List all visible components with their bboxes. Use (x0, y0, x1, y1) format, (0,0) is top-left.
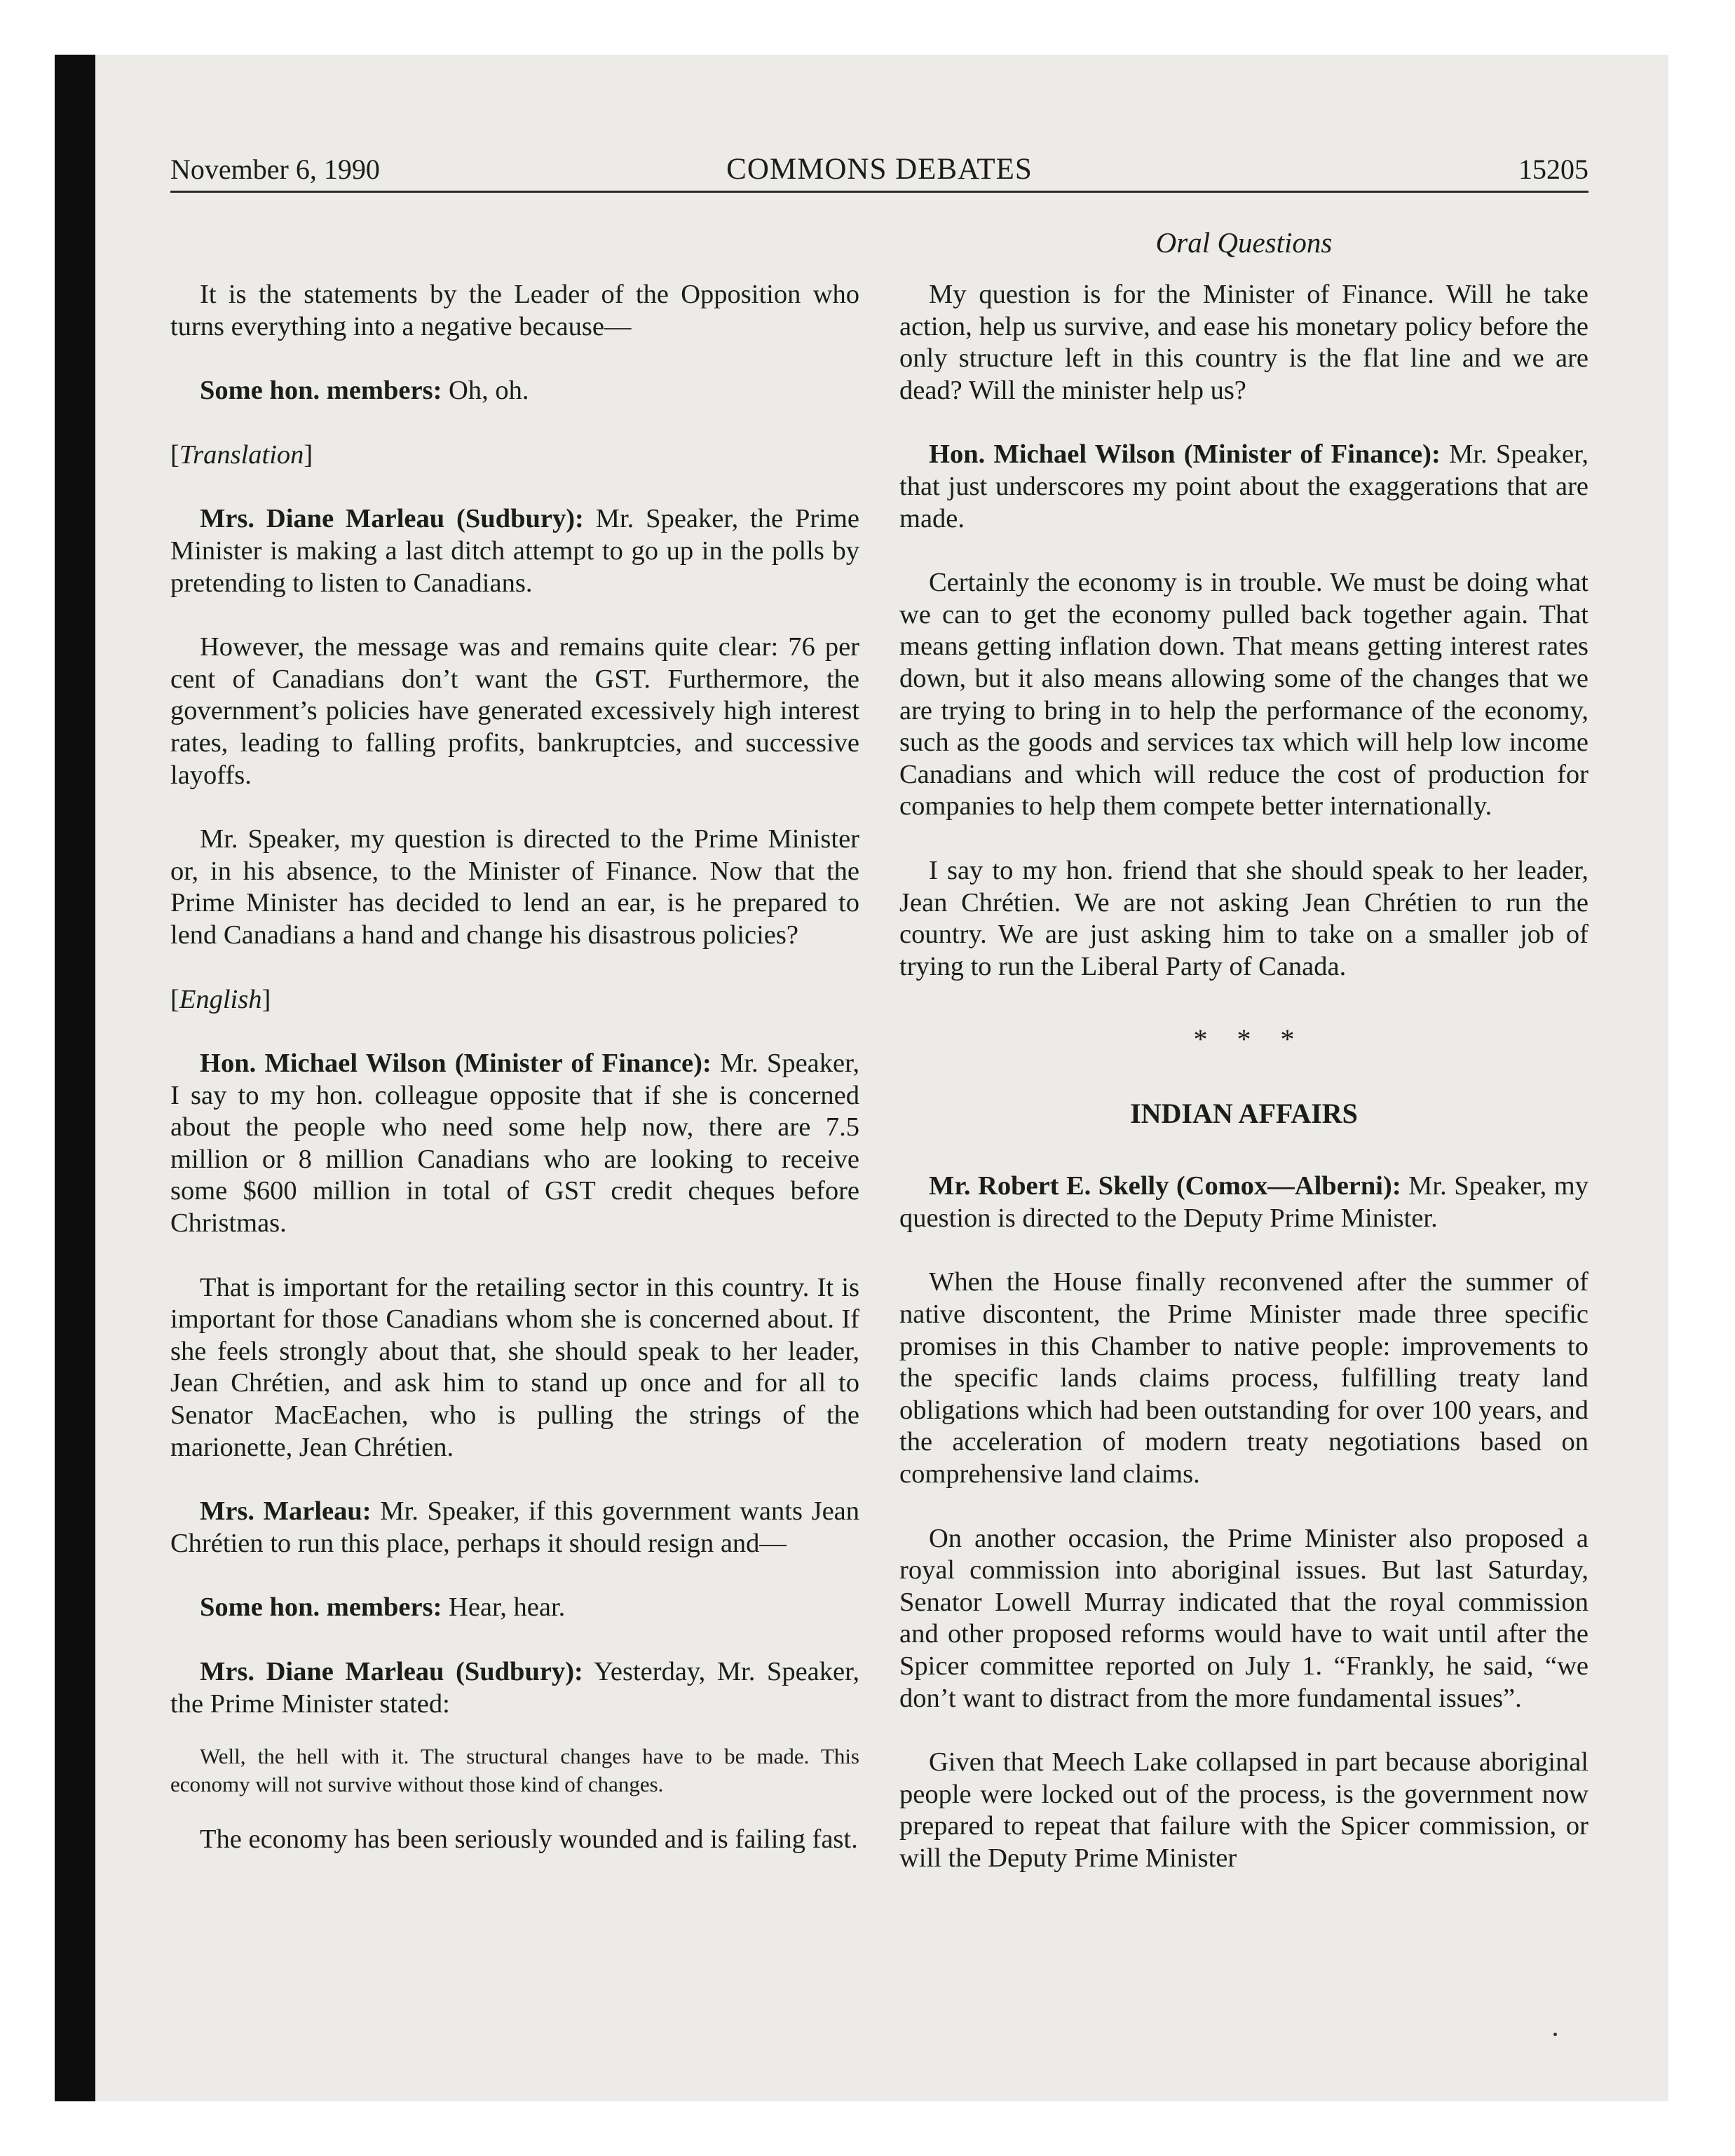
language-note: [English] (170, 984, 271, 1014)
language-note-text: English (179, 984, 262, 1014)
paragraph: When the House finally reconvened after the summer of native discontent, the Prime Minister made three specific promises in this Chamber to native people: improvements to the specific lands claims process, fulfilling treaty land obligations which had been outstanding for over 100 years, and the acceleration of modern treaty negotiations based on comprehensive land claims. (899, 1267, 1588, 1489)
section-heading: INDIAN AFFAIRS (1130, 1098, 1358, 1130)
speaker-name: Hon. Michael Wilson (Minister of Finance): (200, 1049, 712, 1079)
speaker-name: Mrs. Diane Marleau (Sudbury): (200, 504, 584, 534)
speaker-name: Mrs. Marleau: (200, 1496, 372, 1527)
speech-text: Mr. Speaker, I say to my hon. colleague opposite that if she is concerned about the people who need some help now, there are 7.5 million or 8 million Canadians who are looking to receive some $600 million in total of GST credit cheques before Christmas. (170, 1049, 859, 1239)
header-date: November 6, 1990 (170, 153, 380, 185)
running-header (170, 150, 1588, 189)
speaker-name: Some hon. members: (200, 376, 442, 406)
paragraph (899, 439, 1588, 535)
speech-text: Mr. Speaker, that just underscores my point about the exaggerations that are made. (899, 439, 1588, 533)
left-column (170, 279, 859, 1888)
paragraph (170, 1656, 859, 1720)
paragraph (170, 1592, 859, 1624)
speaker-name: Hon. Michael Wilson (Minister of Finance): (929, 439, 1441, 470)
speech-text: Hear, hear. (442, 1592, 566, 1623)
speaker-name: Mrs. Diane Marleau (Sudbury): (200, 1657, 583, 1686)
paragraph (170, 1496, 859, 1560)
paragraph (170, 503, 859, 599)
paragraph: That is important for the retailing sector in this country. It is important for those Canadians whom she is concerned about. If she feels strongly about that, she should speak to her leader, Jean Chrétien, and ask him to stand up once and for all to Senator MacEachen, who is pulling the strings of the marionette, Jean Chrétien. (170, 1272, 859, 1462)
paragraph: However, the message was and remains quite clear: 76 per cent of Canadians don’t want the GST. Furthermore, the government’s policies have generated excessively high interest rates, leading to falling profits, bankruptcies, and successive layoffs. (170, 632, 859, 790)
paragraph (899, 1171, 1588, 1234)
header-rule (170, 191, 1588, 193)
section-separator: * * * (1193, 1023, 1306, 1056)
speaker-name: Mr. Robert E. Skelly (Comox—Alberni): (929, 1171, 1401, 1201)
section-label: Oral Questions (1155, 226, 1333, 259)
header-page-number: 15205 (1518, 153, 1588, 185)
paragraph: It is the statements by the Leader of the Opposition who turns everything into a negative because— (170, 280, 859, 341)
speaker-name: Some hon. members: (200, 1592, 442, 1623)
paragraph: On another occasion, the Prime Minister also proposed a royal commission into aboriginal issues. But last Saturday, Senator Lowell Murray indicated that the royal commission and other proposed reforms would have to wait until after the Spicer committee reported on July 1. “Frankly, he said, “we don’t want to distract from the more fundamental issues”. (899, 1523, 1588, 1713)
speech-text: Mr. Speaker, my question is directed to the Deputy Prime Minister. (899, 1171, 1588, 1233)
header-publication: COMMONS DEBATES (726, 153, 1033, 186)
scan-speck (1553, 2033, 1557, 2036)
language-note-text: Translation (179, 439, 304, 470)
speech-text: Yesterday, Mr. Speaker, the Prime Minister stated: (170, 1657, 859, 1719)
paragraph (170, 1048, 859, 1240)
paragraph: Certainly the economy is in trouble. We must be doing what we can to get the economy pulled back together again. That means getting inflation down. That means getting interest rates down, but it also means allowing some of the changes that we are trying to bring in to help the performance of the economy, such as the goods and services tax which will help low income Canadians and which will reduce the cost of production for companies to help them compete better internationally. (899, 568, 1588, 821)
paragraph: My question is for the Minister of Finance. Will he take action, help us survive, and ease his monetary policy before the only structure left in this country is the flat line and we are dead? Will the minister help us? (899, 280, 1588, 405)
paragraph: Given that Meech Lake collapsed in part because aboriginal people were locked out of the process, is the government now prepared to repeat that failure with the Spicer commission, or will the Deputy Prime Minister (899, 1747, 1588, 1873)
paragraph: Mr. Speaker, my question is directed to the Prime Minister or, in his absence, to the Minister of Finance. Now that the Prime Minister has decided to lend an ear, is he prepared to lend Canadians a hand and change his disastrous policies? (170, 824, 859, 950)
speech-text: Mr. Speaker, if this government wants Jean Chrétien to run this place, perhaps it should resign and— (170, 1496, 859, 1558)
right-column (899, 279, 1588, 1907)
speech-text: Oh, oh. (442, 376, 529, 406)
block-quote: Well, the hell with it. The structural changes have to be made. This economy will not survive without those kind of changes. (170, 1744, 859, 1797)
scan-edge-shadow (55, 55, 95, 2101)
speech-text: Mr. Speaker, the Prime Minister is making a last ditch attempt to go up in the polls by pretending to listen to Canadians. (170, 504, 859, 598)
paragraph: I say to my hon. friend that she should speak to her leader, Jean Chrétien. We are not asking Jean Chrétien to run the country. We are just asking him to take on a smaller job of trying to run the Liberal Party of Canada. (899, 855, 1588, 981)
paragraph: The economy has been seriously wounded and is failing fast. (200, 1824, 858, 1855)
paragraph (170, 375, 859, 407)
language-note: [Translation] (170, 439, 313, 470)
